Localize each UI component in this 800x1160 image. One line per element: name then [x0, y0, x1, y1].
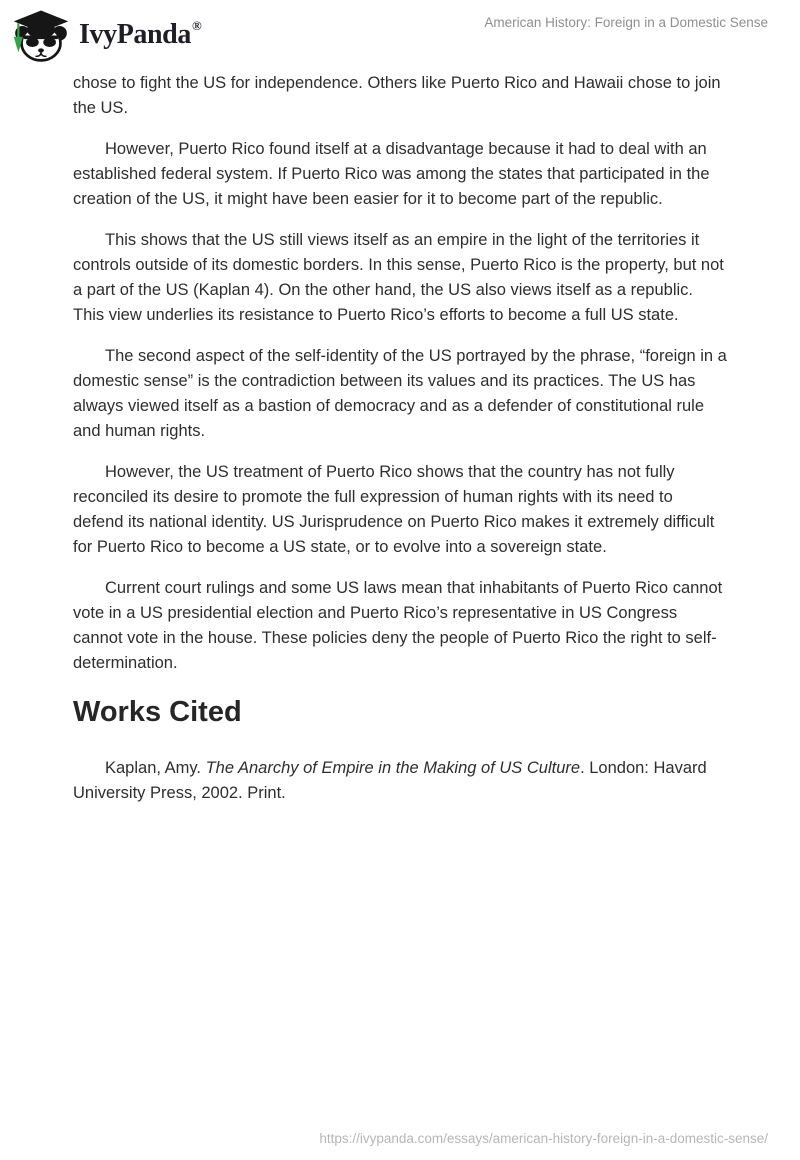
essay-paragraph: However, Puerto Rico found itself at a disadvantage because it had to deal with an established federal system. If Puerto Rico was among the states that participated in the creation of the US, it might have been easier for it to become part of the republic. — [73, 140, 710, 208]
essay-paragraph: chose to fight the US for independence. Others like Puerto Rico and Hawaii chose to join the US. — [73, 74, 721, 117]
ivypanda-logo[interactable] — [12, 6, 201, 64]
essay-paragraph: Current court rulings and some US laws mean that inhabitants of Puerto Rico cannot vote in a US presidential election and Puerto Rico’s representative in US Congress cannot vote in the house. These policies deny the people of Puerto Rico the right to self-determination. — [73, 579, 723, 672]
essay-paragraph: This shows that the US still views itself as an empire in the light of the territories it controls outside of its domestic borders. In this sense, Puerto Rico is the property, but not a part of the US (Kaplan 4). On the other hand, the US also views itself as a republic. This view underlies its resistance to Puerto Rico’s efforts to become a full US state. — [73, 231, 724, 324]
essay-content — [73, 71, 727, 822]
citation-publisher: . London: Havard University Press, 2002. Print. — [73, 759, 707, 802]
essay-paragraph: However, the US treatment of Puerto Rico shows that the country has not fully reconciled its desire to promote the full expression of human rights with its need to defend its national identity. US Jurisprudence on Puerto Rico makes it extremely difficult for Puerto Rico to become a US state, or to evolve into a sovereign state. — [73, 463, 715, 556]
citation-entry — [73, 756, 727, 806]
registered-trademark-symbol: ® — [191, 18, 202, 33]
source-url: https://ivypanda.com/essays/american-history-foreign-in-a-domestic-sense/ — [319, 1131, 768, 1146]
citation-author: Kaplan, Amy. — [105, 759, 206, 777]
works-cited-heading: Works Cited — [73, 696, 242, 728]
document-title: American History: Foreign in a Domestic Sense — [484, 15, 768, 30]
essay-paragraph: The second aspect of the self-identity of the US portrayed by the phrase, “foreign in a domestic sense” is the contradiction between its values and its practices. The US has always viewed itself as a bastion of democracy and as a defender of constitutional rule and human rights. — [73, 347, 727, 440]
panda-graduate-logo-icon — [12, 6, 70, 64]
logo-wordmark: IvyPanda — [79, 19, 191, 50]
citation-book-title: The Anarchy of Empire in the Making of US Culture — [205, 759, 581, 777]
